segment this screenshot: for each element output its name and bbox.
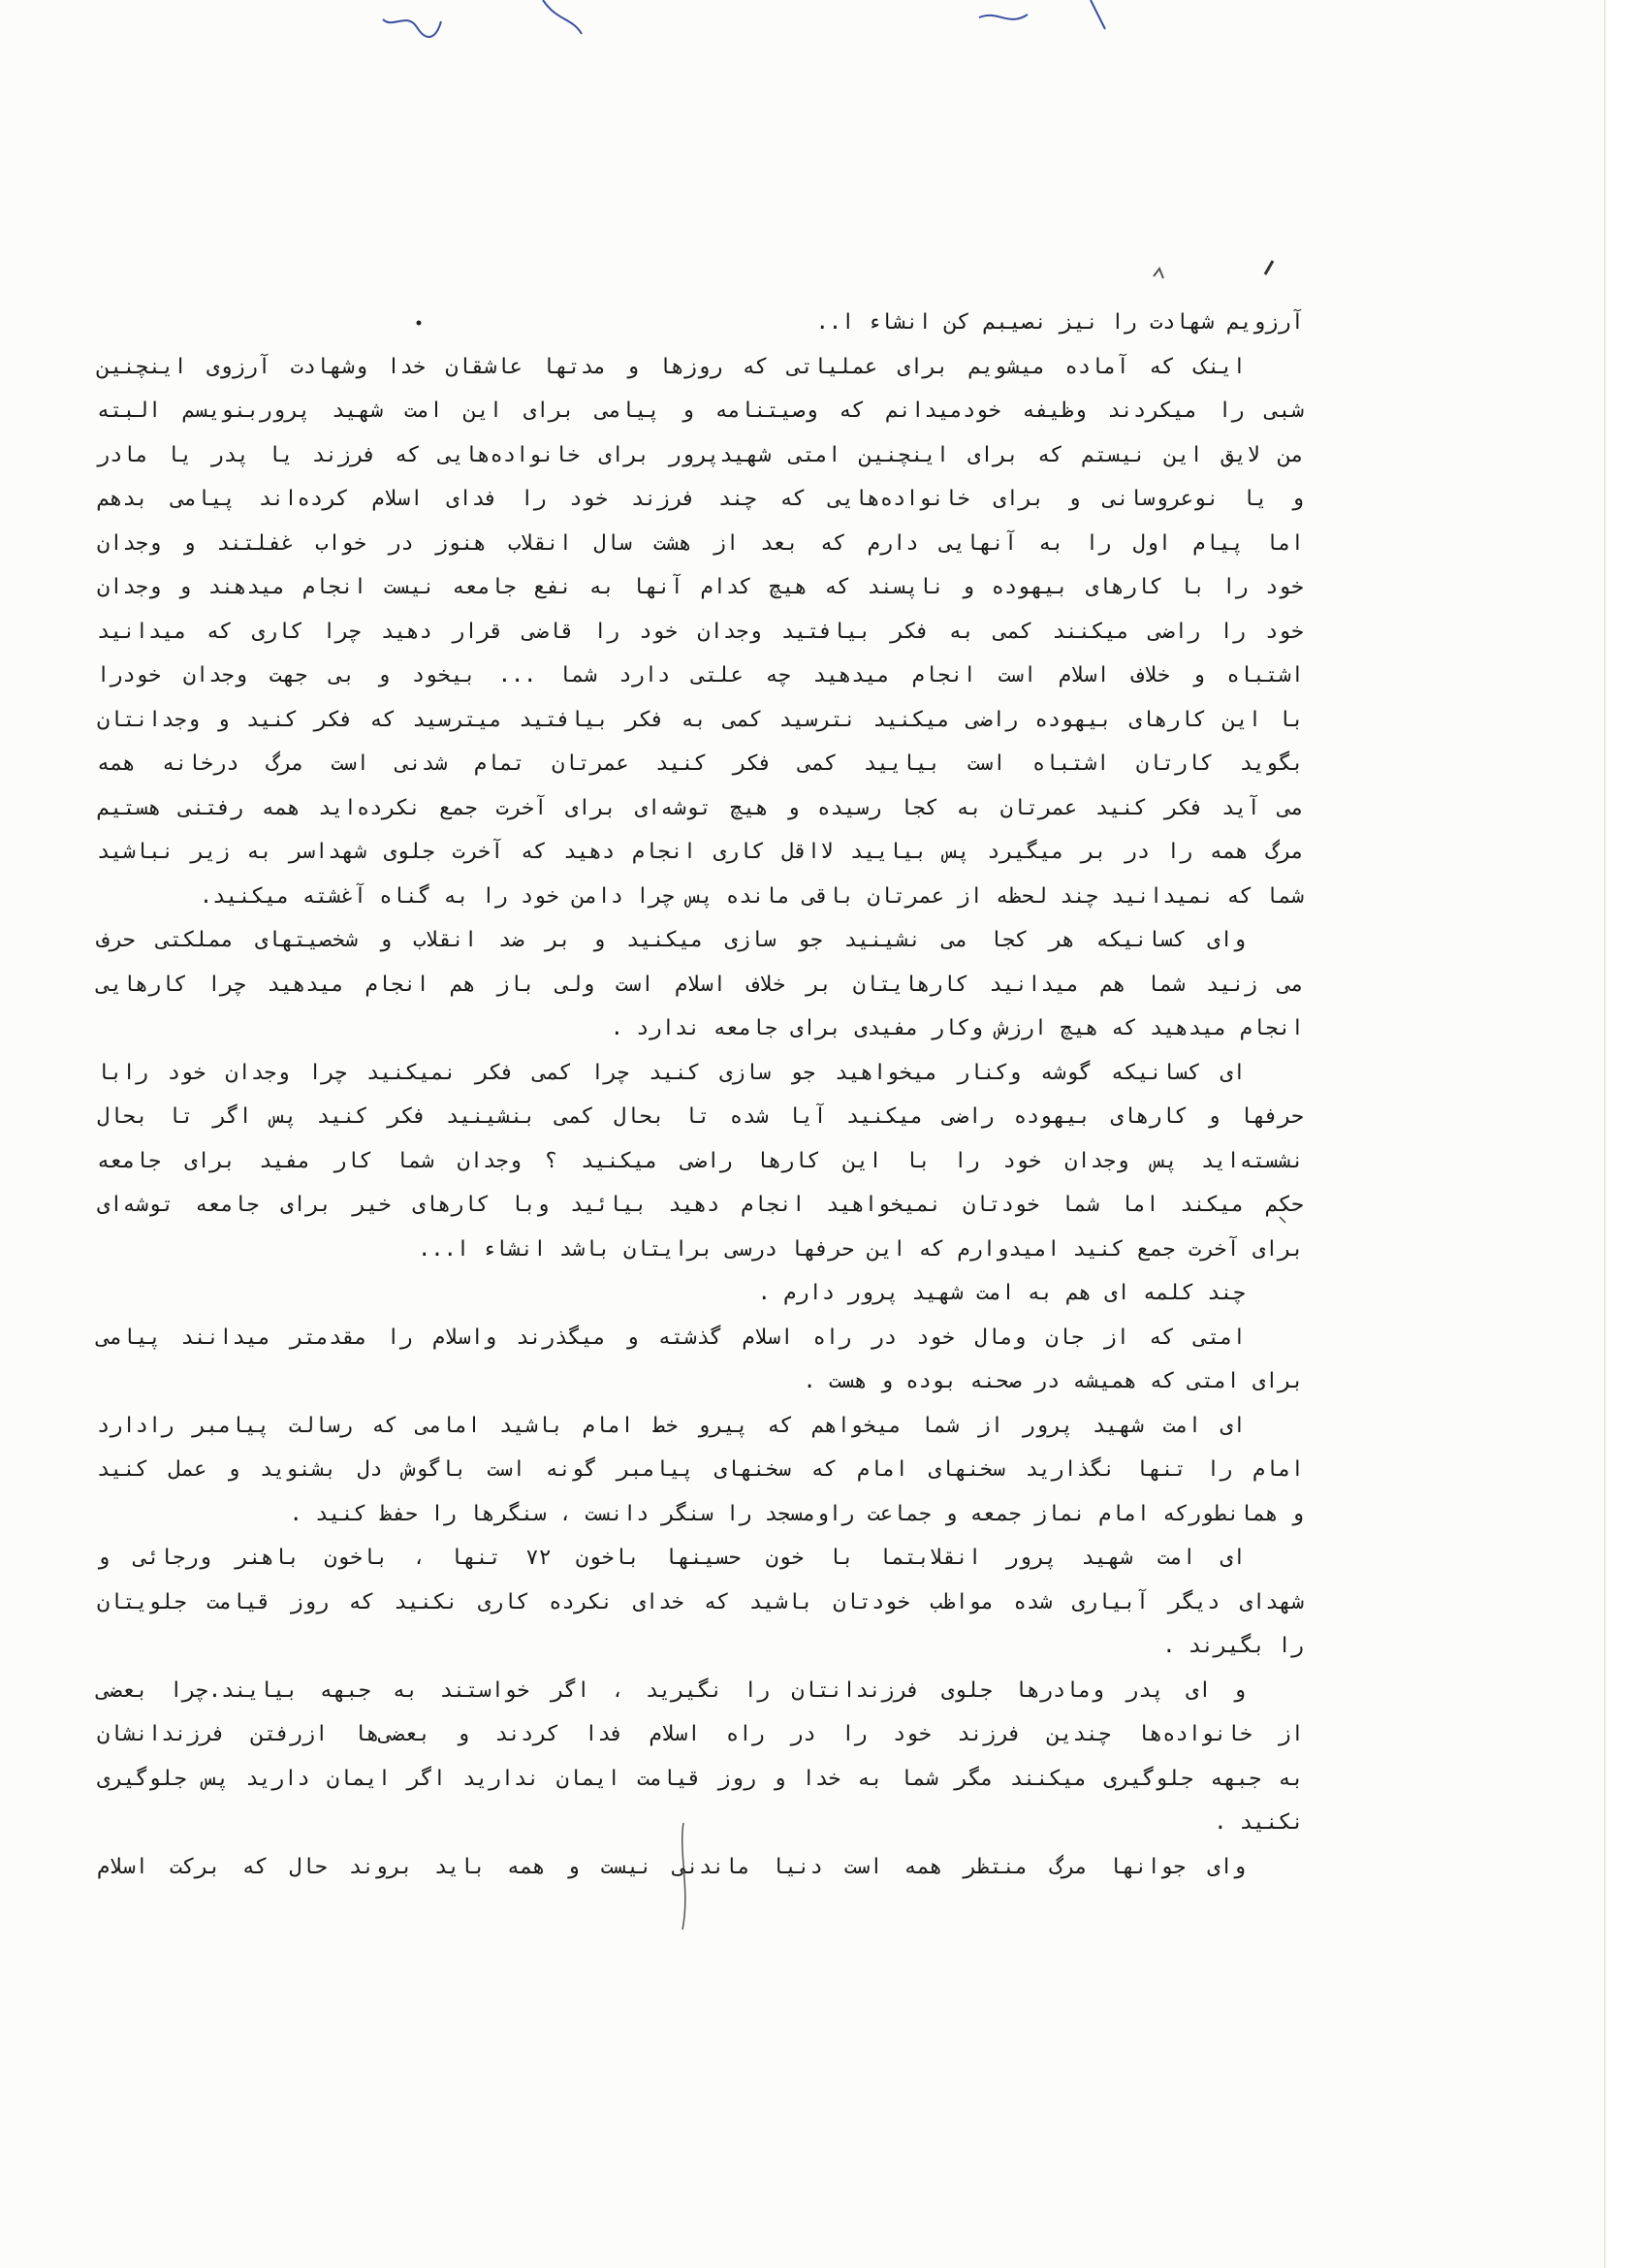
text-line: بگوید کارتان اشتباه است بیایید کمی فکر کنید عمرتان تمام شدنی است مرگ درخانه همه <box>97 751 1304 776</box>
text-line: و همانطورکه امام نماز جمعه و جماعت راومسجد را سنگر دانست ، سنگرها را حفظ کنید . <box>289 1501 1304 1526</box>
paragraph-nation-heading <box>97 1271 1304 1316</box>
text-line: برای امتی که همیشه در صحنه بوده و هست . <box>803 1369 1304 1393</box>
text-line: امتی که از جان ومال خود در راه اسلام گذشته و میگذرند واسلام را مقدمتر میدانند پیامی <box>97 1325 1246 1350</box>
text-line: شهدای دیگر آبیاری شده مواظب خودتان باشید که خدای نکرده کاری نکنید که روز قیامت جلویتان <box>97 1589 1304 1614</box>
text-line: از خانواده‌ها چندین فرزند خود را در راه اسلام فدا کردند و بعضی‌ها ازرفتن فرزندانشان <box>97 1722 1304 1746</box>
paragraph-conscience <box>97 1051 1304 1272</box>
text-line: می آید فکر کنید عمرتان به کجا رسیده و هیچ توشه‌ای برای آخرت جمع نکرده‌اید همه رفتنی هستیم <box>97 795 1304 820</box>
text-line: اینک که آماده میشویم برای عملیاتی که روزها و مدتها عاشقان خدا وشهادت آرزوی اینچنین <box>97 354 1246 379</box>
text-line: امام را تنها نگذارید سخنهای امام که سخنهای پیامبر گونه است باگوش دل بشنوید و عمل کنید <box>97 1457 1304 1482</box>
text-line: می زنید شما هم میدانید کارهایتان بر خلاف اسلام است ولی باز هم انجام میدهید چرا کارهایی <box>97 972 1304 997</box>
paragraph-first-message <box>97 345 1304 919</box>
paragraph-youth <box>97 1845 1304 1890</box>
paragraph-revolution <box>97 1536 1304 1669</box>
text-line: به جبهه جلوگیری میکنند مگر شما به خدا و روز قیامت ایمان ندارید اگر ایمان دارید پس جلوگیری <box>97 1766 1304 1791</box>
text-line: چند کلمه ای هم به امت شهید پرور دارم . <box>757 1281 1246 1305</box>
text-line: و یا نوعروسانی و برای خانواده‌هایی که چند فرزند خود را فدای اسلام کرده‌اند پیامی بدهم <box>97 487 1304 511</box>
text-line: ای امت شهید پرور از شما میخواهم که پیرو خط امام باشید امامی که رسالت پیامبر رادارد <box>97 1413 1246 1438</box>
text-line: من لایق این نیستم که برای اینچنین امتی شهیدپرور برای خانواده‌هایی که فرزند یا پدر یا مادر <box>97 442 1304 467</box>
text-line: خود را با کارهای بیهوده و ناپسند که هیچ کدام آنها به نفع جامعه نیست انجام میدهند و وجدان <box>97 575 1304 599</box>
text-line: ای کسانیکه گوشه وکنار میخواهید جو سازی کنید چرا کمی فکر نمیکنید چرا وجدان خود رابا <box>97 1060 1246 1085</box>
paragraph-intro <box>97 301 1304 345</box>
text-line: وای کسانیکه هر کجا می نشینید جو سازی میکنید و بر ضد انقلاب و شخصیتهای مملکتی حرف <box>97 928 1246 952</box>
text-line: نشسته‌اید پس وجدان خود را با این کارها راضی میکنید ؟ وجدان شما کار مفید برای جامعه <box>97 1148 1304 1173</box>
text-line: ای امت شهید پرور انقلابتما با خون حسینها باخون ۷۲ تنها ، باخون باهنر ورجائی و <box>97 1546 1246 1570</box>
text-line: نکنید . <box>1214 1810 1304 1835</box>
text-line: مرگ همه را در بر میگیرد پس بیایید لااقل کاری انجام دهید که آخرت جلوی شهداسر به زیر نباشید <box>97 840 1304 864</box>
text-line: و ای پدر ومادرها جلوی فرزندانتان را نگیرید ، اگر خواستند به جبهه بیایند.چرا بعضی <box>97 1677 1246 1703</box>
pen-mark-top-right-b <box>1265 261 1273 274</box>
text-line: اما پیام اول را به آنهایی دارم که بعد از هشت سال انقلاب هنوز در خواب غفلتند و وجدان <box>97 530 1304 556</box>
paragraph-parents <box>97 1669 1304 1845</box>
text-line: شبی را میکردند وظیفه خودمیدانم که وصیتنامه و پیامی برای این امت شهید پروربنویسم البته <box>97 399 1304 423</box>
text-line: خود را راضی میکنند کمی به فکر بیافتید وجدان خود را قاضی قرار دهید چرا کاری که میدانید <box>97 619 1304 644</box>
pen-scribble-top-left <box>383 19 441 37</box>
pen-mark-top-right-a <box>1154 269 1163 278</box>
text-line: حرفها و کارهای بیهوده راضی میکنید آیا شده تا بحال کمی بنشینید فکر کنید پس اگر تا بحال <box>97 1104 1304 1129</box>
text-line: انجام میدهید که هیچ ارزش وکار مفیدی برای جامعه ندارد . <box>610 1016 1304 1040</box>
text-line: آرزویم شهادت را نیز نصیبم کن انشاء ا.. <box>815 310 1304 335</box>
paragraph-imam <box>97 1404 1304 1537</box>
text-line: حکم میکند اما شما خودتان نمیخواهید انجام دهید بیائید وبا کارهای خیر برای جامعه توشه‌ای <box>97 1193 1304 1217</box>
text-line: برای آخرت جمع کنید امیدوارم که این حرفها درسی برایتان باشد انشاء ا... <box>418 1236 1304 1262</box>
text-line: با این کارهای بیهوده راضی میکنید نترسید کمی به فکر بیافتید میترسید که فکر کنید و وجدانتان <box>97 707 1304 732</box>
paragraph-nation <box>97 1316 1304 1404</box>
text-line: را بگیرند . <box>1162 1634 1304 1658</box>
text-line: اشتباه و خلاف اسلام است انجام میدهید چه علتی دارد شما ... بیخود و بی جهت وجدان خودرا <box>97 663 1304 687</box>
pen-scribble-top-right <box>979 0 1105 29</box>
text-line: وای جوانها مرگ منتظر همه است دنیا ماندنی نیست و همه باید بروند حال که برکت اسلام <box>97 1854 1246 1879</box>
text-line: شما که نمیدانید چند لحظه از عمرتان باقی مانده پس چرا دامن خود را به گناه آغشته میکنید. <box>199 883 1304 909</box>
letter-body <box>97 301 1304 1889</box>
paragraph-rumor-spreaders <box>97 918 1304 1051</box>
pen-scribble-top-center <box>543 0 582 34</box>
